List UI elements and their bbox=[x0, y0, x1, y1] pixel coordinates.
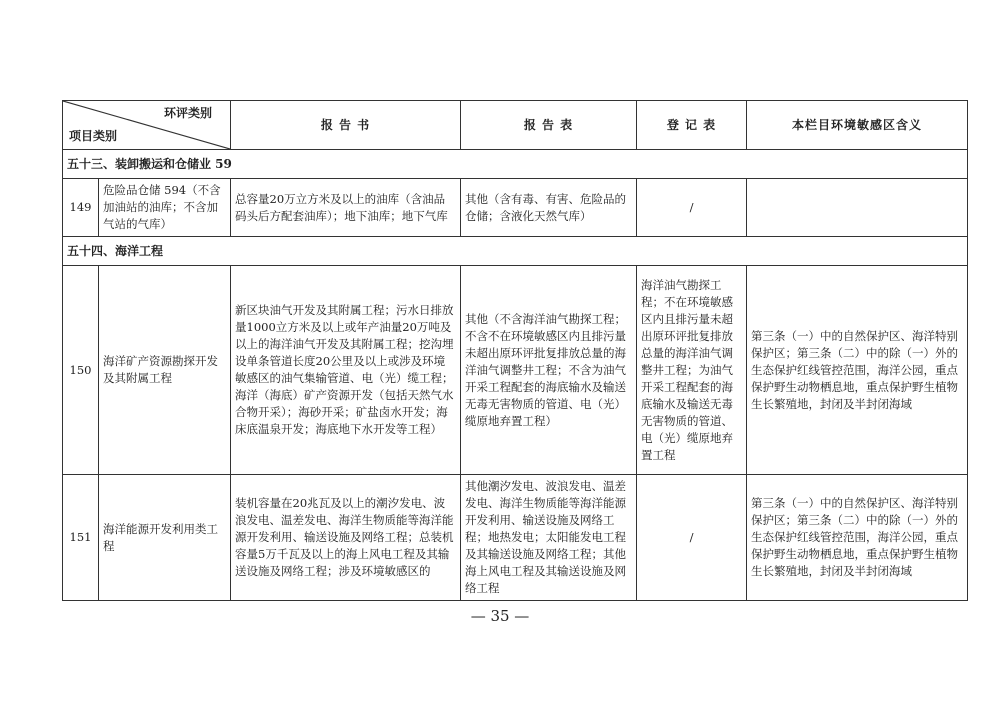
registration-cell: / bbox=[637, 179, 747, 237]
report-book-cell: 新区块油气开发及其附属工程；污水日排放量1000立方米及以上或年产油量20万吨及以上的海洋油气开发及其附属工程；挖沟埋设单条管道长度20公里及以上或涉及环境敏感区的油气集输管道、电（光）缆工程；海洋（海底）矿产资源开发（包括天然气水合物开采）；海砂开采；矿盐卤水开发；海床底温泉开发；海底地下水开发等工程） bbox=[231, 266, 461, 475]
row-number: 150 bbox=[63, 266, 99, 475]
header-report-book: 报 告 书 bbox=[231, 101, 461, 150]
page-number: — 35 — bbox=[470, 607, 530, 625]
section-row bbox=[63, 237, 968, 266]
row-number: 151 bbox=[63, 475, 99, 601]
registration-cell: / bbox=[637, 475, 747, 601]
eia-classification-table bbox=[62, 100, 968, 601]
diagonal-header-cell bbox=[63, 101, 231, 150]
section-title: 五十三、装卸搬运和仓储业 59 bbox=[63, 150, 968, 179]
table-row bbox=[63, 475, 968, 601]
report-book-cell: 装机容量在20兆瓦及以上的潮汐发电、波浪发电、温差发电、海洋生物质能等海洋能源开发利用、输送设施及网络工程；总装机容量5万千瓦及以上的海上风电工程及其输送设施及网络工程；涉及环境敏感区的 bbox=[231, 475, 461, 601]
report-form-cell: 其他（含有毒、有害、危险品的仓储；含液化天然气库） bbox=[461, 179, 637, 237]
report-book-cell: 总容量20万立方米及以上的油库（含油品码头后方配套油库）；地下油库；地下气库 bbox=[231, 179, 461, 237]
section-title: 五十四、海洋工程 bbox=[63, 237, 968, 266]
header-sensitive-area: 本栏目环境敏感区含义 bbox=[747, 101, 968, 150]
category-top-label: 环评类别 bbox=[163, 106, 212, 120]
report-form-cell: 其他（不含海洋油气勘探工程；不含不在环境敏感区内且排污量未超出原环评批复排放总量的海洋油气调整井工程；不含为油气开采工程配套的海底输水及输送无毒无害物质的管道、电（光）缆原地弃置工程） bbox=[461, 266, 637, 475]
project-name: 危险品仓储 594（不含加油站的油库；不含加气站的气库） bbox=[99, 179, 231, 237]
sensitive-area-cell bbox=[747, 179, 968, 237]
section-row bbox=[63, 150, 968, 179]
table-row bbox=[63, 179, 968, 237]
project-name: 海洋能源开发利用类工程 bbox=[99, 475, 231, 601]
row-number: 149 bbox=[63, 179, 99, 237]
table-row bbox=[63, 266, 968, 475]
report-form-cell: 其他潮汐发电、波浪发电、温差发电、海洋生物质能等海洋能源开发利用、输送设施及网络工程；地热发电；太阳能发电工程及其输送设施及网络工程；其他海上风电工程及其输送设施及网络工程 bbox=[461, 475, 637, 601]
registration-cell: 海洋油气勘探工程；不在环境敏感区内且排污量未超出原环评批复排放总量的海洋油气调整井工程；为油气开采工程配套的海底输水及输送无毒无害物质的管道、电（光）缆原地弃置工程 bbox=[637, 266, 747, 475]
project-name: 海洋矿产资源勘探开发及其附属工程 bbox=[99, 266, 231, 475]
header-registration-form: 登 记 表 bbox=[637, 101, 747, 150]
category-bottom-label: 项目类别 bbox=[69, 129, 118, 143]
header-report-form: 报 告 表 bbox=[461, 101, 637, 150]
table-header-row bbox=[63, 101, 968, 150]
sensitive-area-cell: 第三条（一）中的自然保护区、海洋特别保护区；第三条（二）中的除（一）外的生态保护红线管控范围，海洋公园，重点保护野生动物栖息地，重点保护野生植物生长繁殖地，封闭及半封闭海域 bbox=[747, 266, 968, 475]
sensitive-area-cell: 第三条（一）中的自然保护区、海洋特别保护区；第三条（二）中的除（一）外的生态保护红线管控范围，海洋公园，重点保护野生动物栖息地，重点保护野生植物生长繁殖地，封闭及半封闭海域 bbox=[747, 475, 968, 601]
